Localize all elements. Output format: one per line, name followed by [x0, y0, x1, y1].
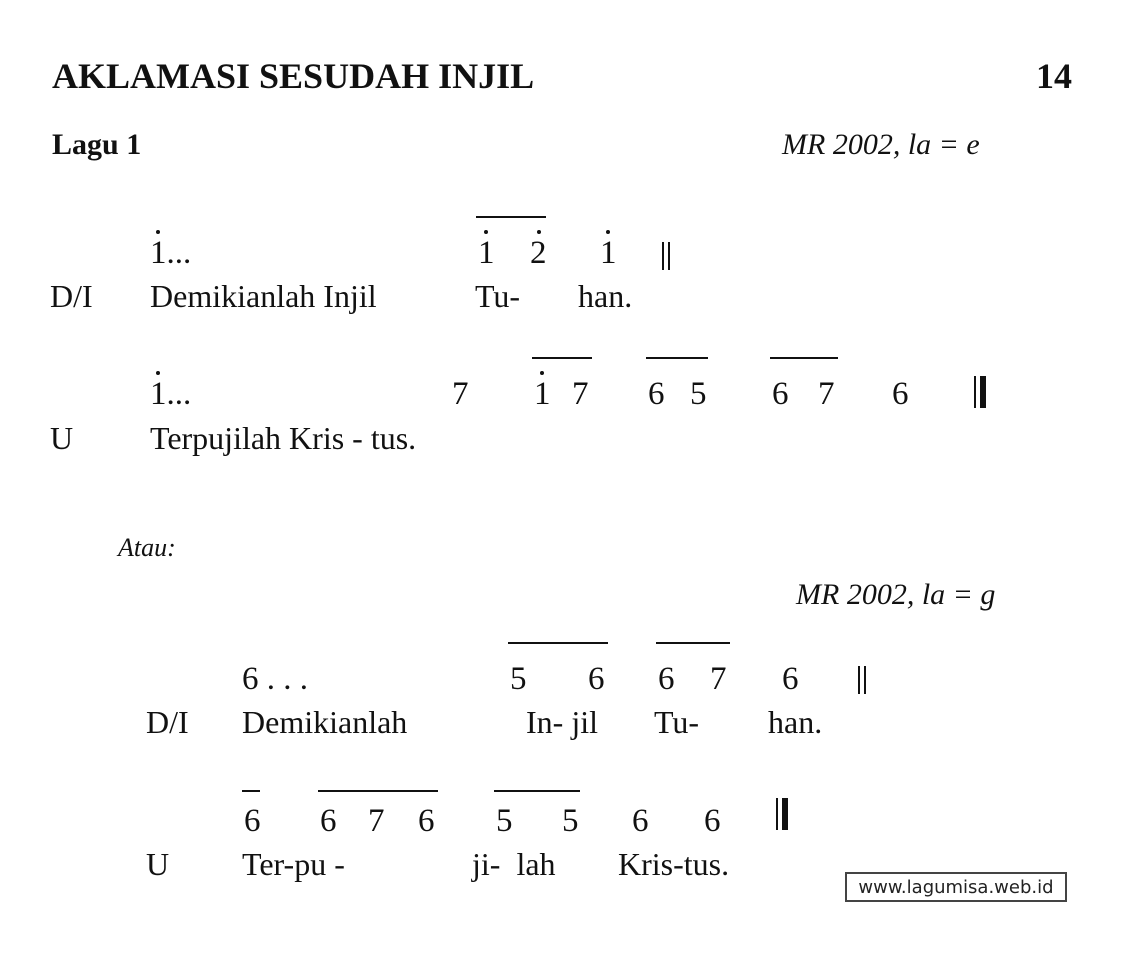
lyric: In- jil [526, 704, 598, 740]
speaker-label: D/I [50, 278, 93, 314]
high-octave-dot [156, 371, 160, 375]
lyric: Terpujilah Kris - tus. [150, 420, 417, 456]
note: 7 [368, 803, 385, 839]
lyric: Demikianlah Injil [150, 278, 377, 314]
song2-source: MR 2002, la = g [796, 578, 996, 611]
note: 6 [418, 803, 435, 839]
note: 1 [600, 235, 617, 271]
note-group-overline [532, 357, 592, 359]
note: 1... [150, 376, 192, 412]
bar-line [858, 666, 860, 694]
note: 6 [892, 376, 909, 412]
note: 6 [648, 376, 665, 412]
bar-line [662, 242, 664, 270]
high-octave-dot [606, 230, 610, 234]
note: 6 [782, 661, 799, 697]
high-octave-dot [537, 230, 541, 234]
page-title: AKLAMASI SESUDAH INJIL [52, 56, 535, 96]
note: 6 [320, 803, 337, 839]
note: 5 [562, 803, 579, 839]
note: 7 [572, 376, 589, 412]
lyric: han. [578, 278, 633, 314]
song-label: Lagu 1 [52, 128, 142, 161]
bar-line [668, 242, 670, 270]
note: 6 [244, 803, 261, 839]
lyric: Demikianlah [242, 704, 408, 740]
note: 6 . . . [242, 661, 308, 697]
final-bar-line [782, 798, 788, 830]
lyric: ji- lah [472, 846, 556, 882]
lyric: han. [768, 704, 823, 740]
note-group-overline [508, 642, 608, 644]
note-overline [242, 790, 260, 792]
lyric: Kris-tus. [618, 846, 730, 882]
note: 6 [772, 376, 789, 412]
note: 1... [150, 235, 192, 271]
note: 5 [496, 803, 513, 839]
speaker-label: U [50, 420, 74, 456]
speaker-label: D/I [146, 704, 189, 740]
page-number: 14 [1036, 56, 1072, 96]
high-octave-dot [156, 230, 160, 234]
watermark-link[interactable]: www.lagumisa.web.id [845, 872, 1067, 902]
note-group-overline [646, 357, 708, 359]
lyric: Tu- [654, 704, 700, 740]
note: 2 [530, 235, 547, 271]
note: 7 [452, 376, 469, 412]
alternative-label: Atau: [118, 533, 176, 562]
note-group-overline [770, 357, 838, 359]
note: 7 [818, 376, 835, 412]
high-octave-dot [540, 371, 544, 375]
bar-line [864, 666, 866, 694]
note: 6 [588, 661, 605, 697]
final-bar-line [980, 376, 986, 408]
note: 1 [534, 376, 551, 412]
lyric: Tu- [475, 278, 521, 314]
note-group-overline [476, 216, 546, 218]
note-group-overline [494, 790, 580, 792]
final-bar-line [974, 376, 976, 408]
note-group-overline [656, 642, 730, 644]
note-group-overline [318, 790, 438, 792]
note: 1 [478, 235, 495, 271]
song1-source: MR 2002, la = e [782, 128, 980, 161]
speaker-label: U [146, 846, 170, 882]
note: 6 [704, 803, 721, 839]
lyric: Ter-pu - [242, 846, 345, 882]
note: 5 [510, 661, 527, 697]
note: 5 [690, 376, 707, 412]
note: 7 [710, 661, 727, 697]
final-bar-line [776, 798, 778, 830]
note: 6 [632, 803, 649, 839]
high-octave-dot [484, 230, 488, 234]
note: 6 [658, 661, 675, 697]
